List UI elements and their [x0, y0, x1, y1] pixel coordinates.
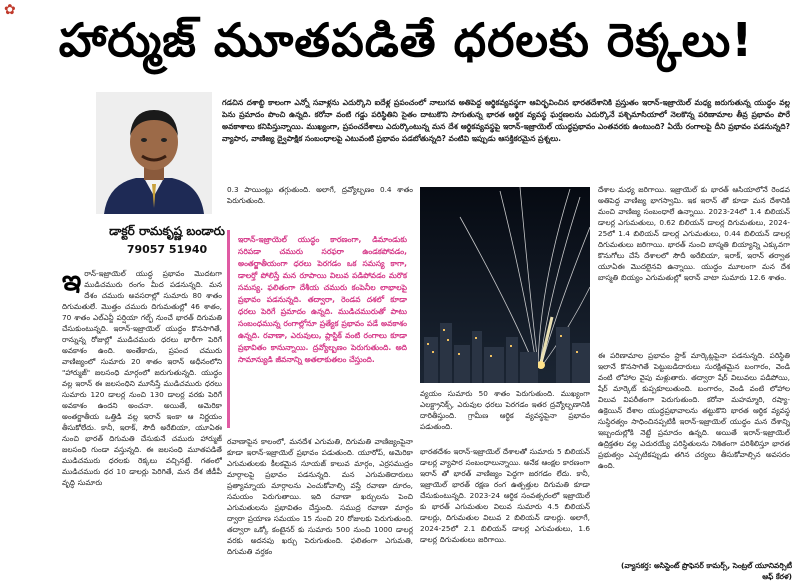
night-sky-missile-image: [420, 187, 590, 383]
article-column-3-bottom: భారతదేశం ఇరాన్-ఇజ్రాయెల్ దేశాలతో సుమారు 5 బిలియన్ డాలర్ల వ్యాపార సంబంధాలున్నాయి. అనేక ఆంక్షల కారణంగా ఇరాన్ తో భారత్ వాణిజ్యం పెద్దగా జరగడం లేదు. కానీ, ఇజ్రాయెల్ భారత్ రక్షణ రంగ ఉత్పత్తుల దిగుమతి కూడా చేసుకుంటున్నది. 2023-24 ఆర్థిక సంవత్సరంలో ఇజ్రాయెల్ కు భారత్ ఎగుమతుల విలువ సుమారు 4.5 బిలియన్ డాలర్లు, దిగుమతుల విలువ 2 బిలియన్ డాలర్లు. అలాగే, 2024-25లో 2.1 బిలియన్ డాలర్ల ఎగుమతులు, 1.6 డాలర్ల దిగుమతులు జరిగాయి.: [420, 447, 590, 544]
intro-paragraph: గడచిన దశాబ్ది కాలంగా ఎన్నో సవాళ్లను ఎదుర్కొని ఐదేళ్ల ప్రపంచంలో నాలుగవ అతిపెద్ద ఆర్థికవ్యవస్థగా ఆవిర్భవించిన భారతదేశానికి ప్రస్తుతం ఇరాన్-ఇజ్రాయెల్ మధ్య జరుగుతున్న యుద్ధం వల్ల పెను ప్రమాదం పొంచి ఉన్నది. కరోనా వంటి గడ్డు పరిస్థితిని సైతం దాటుకొని సాగుతున్న భారత ఆర్థిక వ్యవస్థ ఘర్షణలను ఎదుర్కొనే పశ్చిమాసియాలో నెలకొన్న పరిణామాల తీవ్ర ప్రభావం పొరే అవకాశాలు కనిపిస్తున్నాయి. ముఖ్యంగా, ప్రపంచదేశాలు ఎదుర్కొంటున్న మన దేశ ఆర్థికవ్యవస్థపై ఇరాన్-ఇజ్రాయెల్ యుద్ధప్రభావం ఎంతవరకు ఉంటుంది? ఏయే రంగాలపై దీని ప్రభావం పడనున్నది? వ్యాపార, వాణిజ్య ద్వైపాక్షిక సంబంధాలపై ఎటువంటి ప్రభావం పడబోతున్నది? వంటివి ఇప్పుడు ఆసక్తికరమైన ప్రశ్నలు.: [222, 98, 790, 143]
article-column-4-top: దేశాల మధ్య జరిగాయి. ఇజ్రాయెల్ కు భారత్ ఆసియాలోనే రెండవ అతిపెద్ద వాణిజ్య భాగస్వామి. ఇక ఇరాన్ తో కూడా మన దేశానికి మంచి వాణిజ్య సంబంధాలే ఉన్నాయి. 2023-24లో 1.4 బిలియన్ డాలర్ల ఎగుమతులు, 0.62 బిలియన్ డాలర్ల దిగుమతులు, 2024-25లో 1.4 బిలియన్ డాలర్ల ఎగుమతులు, 0.44 బిలియన్ డాలర్ల దిగుమతులు జరిగాయి. భారత్ నుంచి బాస్మతి బియ్యాన్ని ఎక్కువగా కొనుగోలు చేసే దేశాలలో సౌదీ అరేబియా, ఇరాక్, ఇరాన్ తర్వాత యూఏఈ మొదలైనవి ఉన్నాయి. యుద్ధం మూలంగా మన దేశ బాస్మతి బియ్యం ఎగుమతుల్లో ఇరాన్ వాటా సుమారు 12.6 శాతం.: [598, 185, 790, 282]
article-column-1: [62, 268, 222, 586]
column-1-text: రాన్-ఇజ్రాయెల్ యుద్ధ ప్రభావం మొదటగా ముడిచమురు రంగం మీద పడనున్నది. మన దేశం చమురు అవసరాల్లో సుమారు 80 శాతం దిగుమతులే. మొత్తం చమురు దిగుమతుల్లో 46 శాతం, 70 శాతం ఎల్ఎన్జీ పర్షియా గల్ఫ్ నుంచే భారత్ దిగుమతి చేసుకుంటున్నది. ఇరాన్-ఇజ్రాయెల్ యుద్ధం కొనసాగితే, రాన్నున్న రోజుల్లో ముడిచమురు ధరలు భారీగా పెరిగే అవకాశం ఉంది. అంతేకాదు, ప్రపంచ చమురు వాణిజ్యంలో సుమారు 20 శాతం ఇరాన్ అధీనంలోని "హార్ముజ్" జలసంధి మార్గంలో జరుగుతున్నది. యుద్ధం వల్ల ఇరాన్ ఈ జలసంధిని మూసేస్తే ముడిచమురు ధరలు సుమారు 120 డాలర్ల నుంచి 130 డాలర్ల వరకు పెరిగే అవకాశం ఉందని అంచనా. అయితే, అమెరికా అంతర్జాతీయ ఒత్తిడి వల్ల ఇరాన్ ఇంకా ఆ నిర్ణయం తీసుకోలేదు. కానీ, ఇరాక్, సౌదీ అరేబియా, యూఏఈ నుంచి భారత్ దిగుమతి చేసుకునే చమురు హార్ముజ్ జలసంధి గుండా వస్తున్నది. ఈ జలసంధి మూతపడితే ముడిచమురు ధరలకు రెక్కలు వచ్చినట్టే. గతంలో ముడిచమురు ధర 10 డాలర్లు పెరిగితే, మన దేశ జీడీపీ వృద్ధి సుమారు: [62, 269, 222, 487]
article-column-2-bottom: రవాణాపైన కాలంలో, మనదేశ ఎగుమతి, దిగుమతి వాణిజ్యంపైనా కూడా ఇరాన్-ఇజ్రాయెల్ ప్రభావం పడుతుంది. యూరోప్, అమెరికా ఎగుమతులకు కీలకమైన సూయజ్ కాలువ మార్గం, ఎర్రసముద్రం మార్గాలపై ప్రభావం పడనున్నది. మన ఎగుమతిదారులు ప్రత్యామ్నాయ మార్గాలను ఎంచుకోవాల్సి వస్తే రవాణా దూరం, సమయం పెరుగుతాయి. ఇది రవాణా ఖర్చులను పెంచి ఎగుమతులను ప్రభావితం చేస్తుంది. సముద్ర రవాణా మార్గం ద్వారా ప్రయాణ సమయం 15 నుంచి 20 రోజులకు పెరుగుతుంది. తద్వారా ఒక్కో కంటైనర్ కు సుమారు 500 నుంచి 1000 డాలర్ల వరకు అదనపు ఖర్చు పెరుగుతుంది. ఫలితంగా ఎగుమతి, దిగుమతి వర్తకం: [227, 437, 413, 556]
author-phone: 79057 51940: [126, 243, 208, 256]
article-column-2-top: 0.3 పాయింట్లు తగ్గుతుంది. అలాగే, ద్రవ్యోల్బణం 0.4 శాతం పెరుగుతుంది.: [227, 185, 413, 205]
headline: హార్ముజ్ మూతపడితే ధరలకు రెక్కలు!: [58, 13, 754, 67]
article-column-4-bottom: ఈ పరిణామాల ప్రభావం స్టాక్ మార్కెట్లపైనా పడనున్నది. పరిస్థితి ఇలానే కొనసాగితే పెట్టుబడిదారులు సురక్షితమైన బంగారం, వెండి వంటి లోహాల వైపు మళ్లుతారు. తద్వారా షేర్ విలువలు పడిపోయి, షేర్ మార్కెట్ కుప్పకూలుతుంది. బంగారం, వెండి వంటి లోహాల విలువ విపరీతంగా పెరుగుతుంది. కరోనా మహమ్మారి, రష్యా-ఉక్రెయిన్ దేశాల యుద్ధప్రభావాలను తట్టుకొని భారత ఆర్థిక వ్యవస్థ సుస్థిరత్వం సాధించినప్పటికీ ఇరాన్-ఇజ్రాయెల్ యుద్ధం మన దేశాన్ని ఇబ్బందుల్లోకి నెట్టే ప్రమాదం ఉన్నది. అయితే ఇరాన్-ఇజ్రాయెల్ ఉద్రిక్తతల వల్ల ఎదురయ్యే పరిస్థితులను నిశితంగా పరిశీలిస్తూ భారత ప్రభుత్వం ఎప్పటికప్పుడు తగిన చర్యలు తీసుకోవాల్సిన అవసరం ఉంది.: [598, 351, 790, 470]
author-credit: (వ్యాసకర్త: అసిస్టెంట్ ప్రొఫెసర్ కామర్స్, సెంట్రల్ యూనివర్సిటీ ఆఫ్ కేరళ): [621, 561, 792, 581]
decorative-mark: ✿: [4, 2, 16, 18]
author-name: డాక్టర్ రామకృష్ణ బండారు: [109, 224, 225, 238]
author-photo: [96, 92, 212, 214]
drop-cap: ఇ: [62, 268, 82, 297]
article-column-3-under-image: వ్యయం సుమారు 50 శాతం పెరుగుతుంది. ముఖ్యంగా ఎలక్ట్రానిక్స్, ఎరువుల ధరలు పెరగడం ఇతర ద్రవ్యోల్బణానికి దారితీస్తుంది. గ్రామీణ ఆర్థిక వ్యవస్థపైనా ప్రభావం పడుతుంది.: [420, 389, 590, 431]
pull-quote: ఇరాన్-ఇజ్రాయెల్ యుద్ధం కారణంగా, డిమాండుకు సరిపడా చమురు సరఫరా ఉండకపోవడం, అంతర్జాతీయంగా ధరలు పెరగడం ఒక సమస్య కాగా, డాలర్తో పోలిస్తే మన రూపాయి విలువ పడిపోవడం మరొక సమస్య. ఫలితంగా దేశీయ చమురు కంపెనీల లాభాలపై ప్రభావం పడనున్నది. తద్వారా, రెండవ దశలో కూడా ధరలు పెరిగే ప్రమాదం ఉన్నది. ముడిచమురుతో పాటు సంబంధమున్న రంగాల్లోనూ ప్రత్యేక ప్రభావం పడే అవకాశం ఉన్నది. రవాణా, ఎరువులు, ప్లాస్టిక్ వంటి రంగాలు కూడా ప్రభావితం కానున్నాయి. ద్రవ్యోల్బణం పెరుగుతుంది. అది సామాన్యుడి జీవనాన్ని అతలాకుతలం చేస్తుంది.: [227, 230, 411, 428]
